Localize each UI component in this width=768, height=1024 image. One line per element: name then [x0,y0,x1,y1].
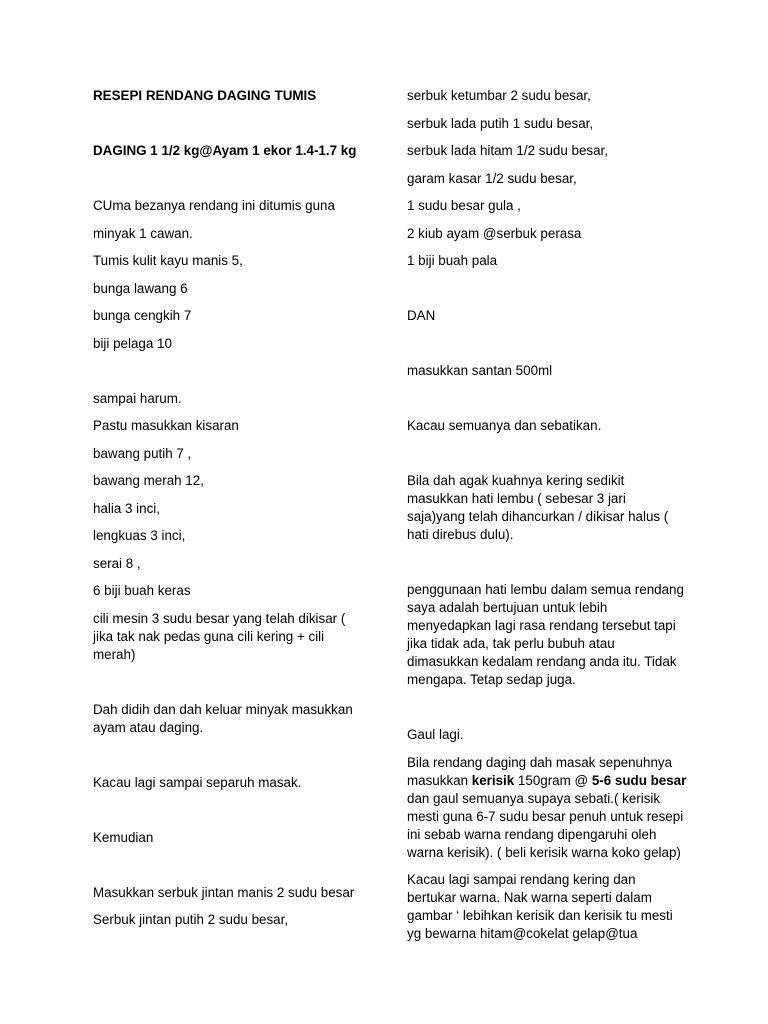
paragraph: Kacau lagi sampai rendang kering dan bertukar warna. Nak warna seperti dalam gambar ‘ lebihkan kerisik dan kerisik tu mesti yg bewarna hitam@cokelat gelap@tua [407,872,673,941]
paragraph: garam kasar 1/2 sudu besar, [407,170,577,186]
paragraph: penggunaan hati lembu dalam semua rendang saya adalah bertujuan untuk lebih menyedapkan lagi rasa rendang tersebut tapi jika tidak ada, tak perlu bubuh atau dimasukkan kedalam rendang anda itu. Tidak mengapa. Tetap sedap juga. [407,582,684,687]
bold-text: RESEPI RENDANG DAGING TUMIS [93,88,317,103]
blank-line [407,554,687,572]
text-segment: dan gaul semuanya supaya sebati.( kerisik mesti guna 6-7 sudu besar penuh untuk resepi ini sebab warna rendang dipengaruhi oleh warna kerisik). ( beli kerisik warna koko gelap) [407,790,684,860]
blank-line [407,335,687,353]
paragraph: Pastu masukkan kisaran [93,418,239,433]
blank-line [93,673,368,691]
paragraph: CUma bezanya rendang ini ditumis guna [93,198,335,213]
bold-text: DAGING 1 1/2 kg@Ayam 1 ekor 1.4-1.7 kg [93,143,357,158]
blank-line [93,115,368,133]
paragraph: serai 8 , [93,555,141,571]
blank-line [93,170,368,188]
left-column [93,87,368,929]
blank-line [407,390,687,408]
paragraph: Masukkan serbuk jintan manis 2 sudu besar [93,884,355,900]
blank-line [93,362,368,380]
bold-text: 5-6 sudu besar [591,772,687,788]
paragraph: Kacau semuanya dan sebatikan. [407,418,602,433]
blank-line [407,699,687,717]
text-segment: Bila rendang daging dah masak sepenuhnya masukkan [407,754,673,788]
paragraph: DAN [407,308,436,323]
blank-line [407,445,687,463]
blank-line [93,856,368,874]
right-column [407,87,687,943]
bold-text: kerisik [471,772,515,788]
paragraph: 1 sudu besar gula , [407,198,521,213]
paragraph: serbuk lada hitam 1/2 sudu besar, [407,143,608,158]
paragraph: bunga cengkih 7 [93,308,192,323]
paragraph: Kacau lagi sampai separuh masak. [93,774,302,790]
paragraph: biji pelaga 10 [93,335,172,351]
paragraph [407,754,687,862]
paragraph: Gaul lagi. [407,727,464,742]
paragraph: halia 3 inci, [93,500,160,516]
paragraph: serbuk ketumbar 2 sudu besar, [407,88,591,103]
paragraph: masukkan santan 500ml [407,363,553,378]
paragraph: bunga lawang 6 [93,280,188,296]
blank-line [407,280,687,298]
paragraph: bawang merah 12, [93,473,204,488]
paragraph: Serbuk jintan putih 2 sudu besar, [93,912,289,927]
heading [93,87,368,105]
paragraph: sampai harum. [93,390,182,406]
paragraph: cili mesin 3 sudu besar yang telah dikisar ( jika tak nak pedas guna cili kering + cili merah) [93,610,346,662]
paragraph: bawang putih 7 , [93,445,192,461]
blank-line [93,801,368,819]
paragraph: 1 biji buah pala [407,253,498,268]
paragraph: minyak 1 cawan. [93,225,193,241]
paragraph: lengkuas 3 inci, [93,528,186,543]
blank-line [93,746,368,764]
paragraph: 2 kiub ayam @serbuk perasa [407,225,582,241]
heading [93,142,368,160]
paragraph: Kemudian [93,829,154,845]
paragraph: Bila dah agak kuahnya kering sedikit masukkan hati lembu ( sebesar 3 jari saja)yang telah dihancurkan / dikisar halus ( hati direbus dulu). [407,473,669,542]
text-segment: 150gram @ [514,772,592,788]
paragraph: Tumis kulit kayu manis 5, [93,253,243,268]
paragraph: 6 biji buah keras [93,583,191,598]
paragraph: serbuk lada putih 1 sudu besar, [407,115,594,131]
paragraph: Dah didih dan dah keluar minyak masukkan ayam atau daging. [93,701,353,735]
